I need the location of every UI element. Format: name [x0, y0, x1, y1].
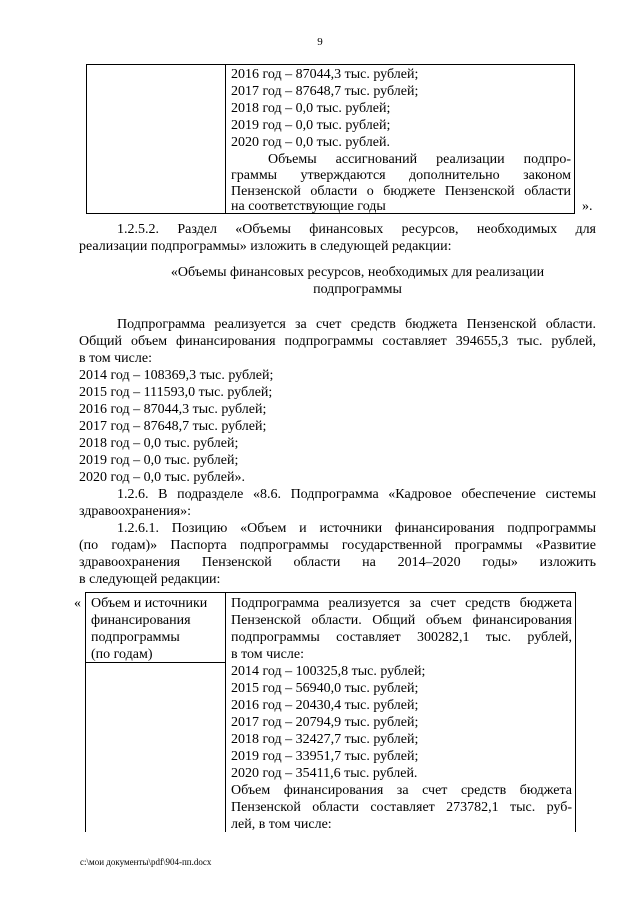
top-table-line: 2017 год – 87648,7 тыс. рублей;	[231, 84, 419, 99]
top-table-paragraph-line: граммы утверждаются дополнительно законом	[231, 168, 571, 183]
section-1261-line: в следующей редакции:	[79, 572, 221, 587]
right-cell-year: 2019 год – 33951,7 тыс. рублей;	[231, 749, 419, 764]
left-cell-line: подпрограммы	[91, 630, 180, 645]
right-cell-line: подпрограммы составляет 300282,1 тыс. рублей,	[231, 630, 572, 645]
year-item: 2016 год – 87044,3 тыс. рублей;	[79, 402, 267, 417]
right-cell-year: 2017 год – 20794,9 тыс. рублей;	[231, 715, 419, 730]
section-1252-line: 1.2.5.2. Раздел «Объемы финансовых ресурсов, необходимых для	[117, 222, 596, 237]
top-table-line: 2019 год – 0,0 тыс. рублей;	[231, 118, 391, 133]
top-table-divider	[225, 64, 226, 214]
page-number: 9	[317, 36, 323, 48]
section-1261-line: здравоохранения Пензенской области на 2014–2020 годы» изложить	[79, 555, 596, 570]
right-cell-line: лей, в том числе:	[231, 817, 332, 832]
year-item: 2018 год – 0,0 тыс. рублей;	[79, 436, 239, 451]
funding-paragraph-line: Общий объем финансирования подпрограммы составляет 394655,3 тыс. рублей,	[79, 334, 596, 349]
section-1252-line: реализации подпрограммы» изложить в следующей редакции:	[79, 239, 452, 254]
bottom-table-divider	[225, 592, 226, 832]
right-cell-year: 2015 год – 56940,0 тыс. рублей;	[231, 681, 419, 696]
right-cell-year: 2020 год – 35411,6 тыс. рублей.	[231, 766, 418, 781]
year-item: 2015 год – 111593,0 тыс. рублей;	[79, 385, 273, 400]
section-1261-line: 1.2.6.1. Позицию «Объем и источники финансирования подпрограммы	[117, 521, 596, 536]
open-quote: «	[74, 596, 81, 611]
right-cell-year: 2018 год – 32427,7 тыс. рублей;	[231, 732, 419, 747]
section-heading: подпрограммы	[313, 282, 402, 297]
top-table-paragraph-line: на соответствующие годы	[231, 199, 386, 214]
left-cell-line: Объем и источники	[91, 596, 208, 611]
left-cell-line: (по годам)	[91, 647, 153, 662]
funding-paragraph-line: в том числе:	[79, 351, 152, 366]
right-cell-line: Подпрограмма реализуется за счет средств бюджета	[231, 596, 572, 611]
top-table-paragraph-line: Пензенской области о бюджете Пензенской области	[231, 184, 571, 199]
section-1261-line: (по годам)» Паспорта подпрограммы государственной программы «Развитие	[79, 538, 596, 553]
section-126-line: 1.2.6. В подразделе «8.6. Подпрограмма «Кадровое обеспечение системы	[117, 487, 596, 502]
footer-file-path: c:\мои документы\pdf\904-пп.docx	[80, 857, 212, 867]
right-cell-line: Пензенской области составляет 273782,1 тыс. руб-	[231, 800, 572, 815]
right-cell-line: Объем финансирования за счет средств бюджета	[231, 783, 572, 798]
top-table-paragraph-line: Объемы ассигнований реализации подпро-	[268, 152, 571, 167]
year-item: 2020 год – 0,0 тыс. рублей».	[79, 470, 245, 485]
top-table-line: 2020 год – 0,0 тыс. рублей.	[231, 135, 390, 150]
right-cell-line: в том числе:	[231, 647, 304, 662]
section-heading: «Объемы финансовых ресурсов, необходимых для реализации	[170, 265, 545, 280]
left-cell-line: финансирования	[91, 613, 191, 628]
year-item: 2019 год – 0,0 тыс. рублей;	[79, 453, 239, 468]
close-quote: ».	[582, 199, 593, 214]
top-table-line: 2016 год – 87044,3 тыс. рублей;	[231, 67, 419, 82]
top-table-line: 2018 год – 0,0 тыс. рублей;	[231, 101, 391, 116]
right-cell-year: 2014 год – 100325,8 тыс. рублей;	[231, 664, 426, 679]
year-item: 2017 год – 87648,7 тыс. рублей;	[79, 419, 267, 434]
right-cell-year: 2016 год – 20430,4 тыс. рублей;	[231, 698, 419, 713]
section-126-line: здравоохранения»:	[79, 504, 192, 519]
funding-paragraph-line: Подпрограмма реализуется за счет средств бюджета Пензенской области.	[117, 317, 596, 332]
year-item: 2014 год – 108369,3 тыс. рублей;	[79, 368, 274, 383]
right-cell-line: Пензенской области. Общий объем финансирования	[231, 613, 572, 628]
